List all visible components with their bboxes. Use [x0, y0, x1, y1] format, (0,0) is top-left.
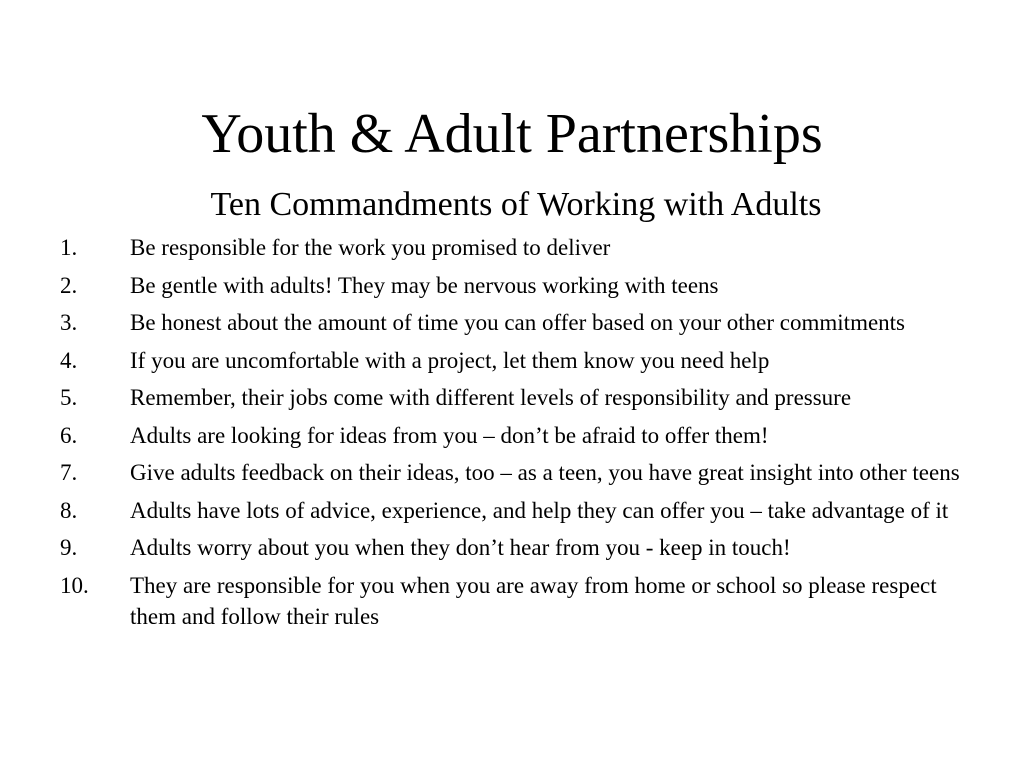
list-item: [60, 345, 980, 376]
item-text: Adults worry about you when they don’t hear from you - keep in touch!: [130, 535, 791, 560]
list-item: [60, 457, 980, 488]
list-item: [60, 307, 980, 338]
item-text: Give adults feedback on their ideas, too – as a teen, you have great insight into other teens: [130, 460, 960, 485]
item-number: 5.: [60, 385, 78, 410]
item-text: Be honest about the amount of time you can offer based on your other commitments: [130, 310, 906, 335]
item-text: Be gentle with adults! They may be nervous working with teens: [130, 272, 719, 298]
item-text: Remember, their jobs come with different levels of responsibility and pressure: [130, 385, 852, 410]
list-item: [60, 495, 980, 526]
item-number: 8.: [60, 497, 78, 523]
item-number: 1.: [60, 235, 78, 260]
item-number: 7.: [60, 460, 78, 485]
slide-subtitle: Ten Commandments of Working with Adults: [210, 186, 822, 223]
item-number: 6.: [60, 422, 78, 448]
list-item: [60, 382, 980, 413]
item-number: 2.: [60, 272, 78, 298]
item-text: They are responsible for you when you are away from home or school so please respect them and follow their rules: [130, 572, 937, 629]
list-item: [60, 270, 980, 301]
item-text: Be responsible for the work you promised to deliver: [130, 235, 611, 260]
slide-title: Youth & Adult Partnerships: [201, 103, 823, 165]
list-item: [60, 570, 980, 632]
commandments-list: [60, 232, 980, 638]
item-number: 9.: [60, 535, 78, 560]
list-item: [60, 532, 980, 563]
item-number: 10.: [60, 572, 89, 598]
item-text: If you are uncomfortable with a project, let them know you need help: [130, 347, 770, 373]
item-text: Adults are looking for ideas from you – don’t be afraid to offer them!: [130, 422, 769, 448]
list-item: [60, 232, 980, 263]
item-number: 3.: [60, 310, 78, 335]
item-text: Adults have lots of advice, experience, and help they can offer you – take advantage of it: [130, 497, 949, 523]
item-number: 4.: [60, 347, 78, 373]
list-item: [60, 420, 980, 451]
